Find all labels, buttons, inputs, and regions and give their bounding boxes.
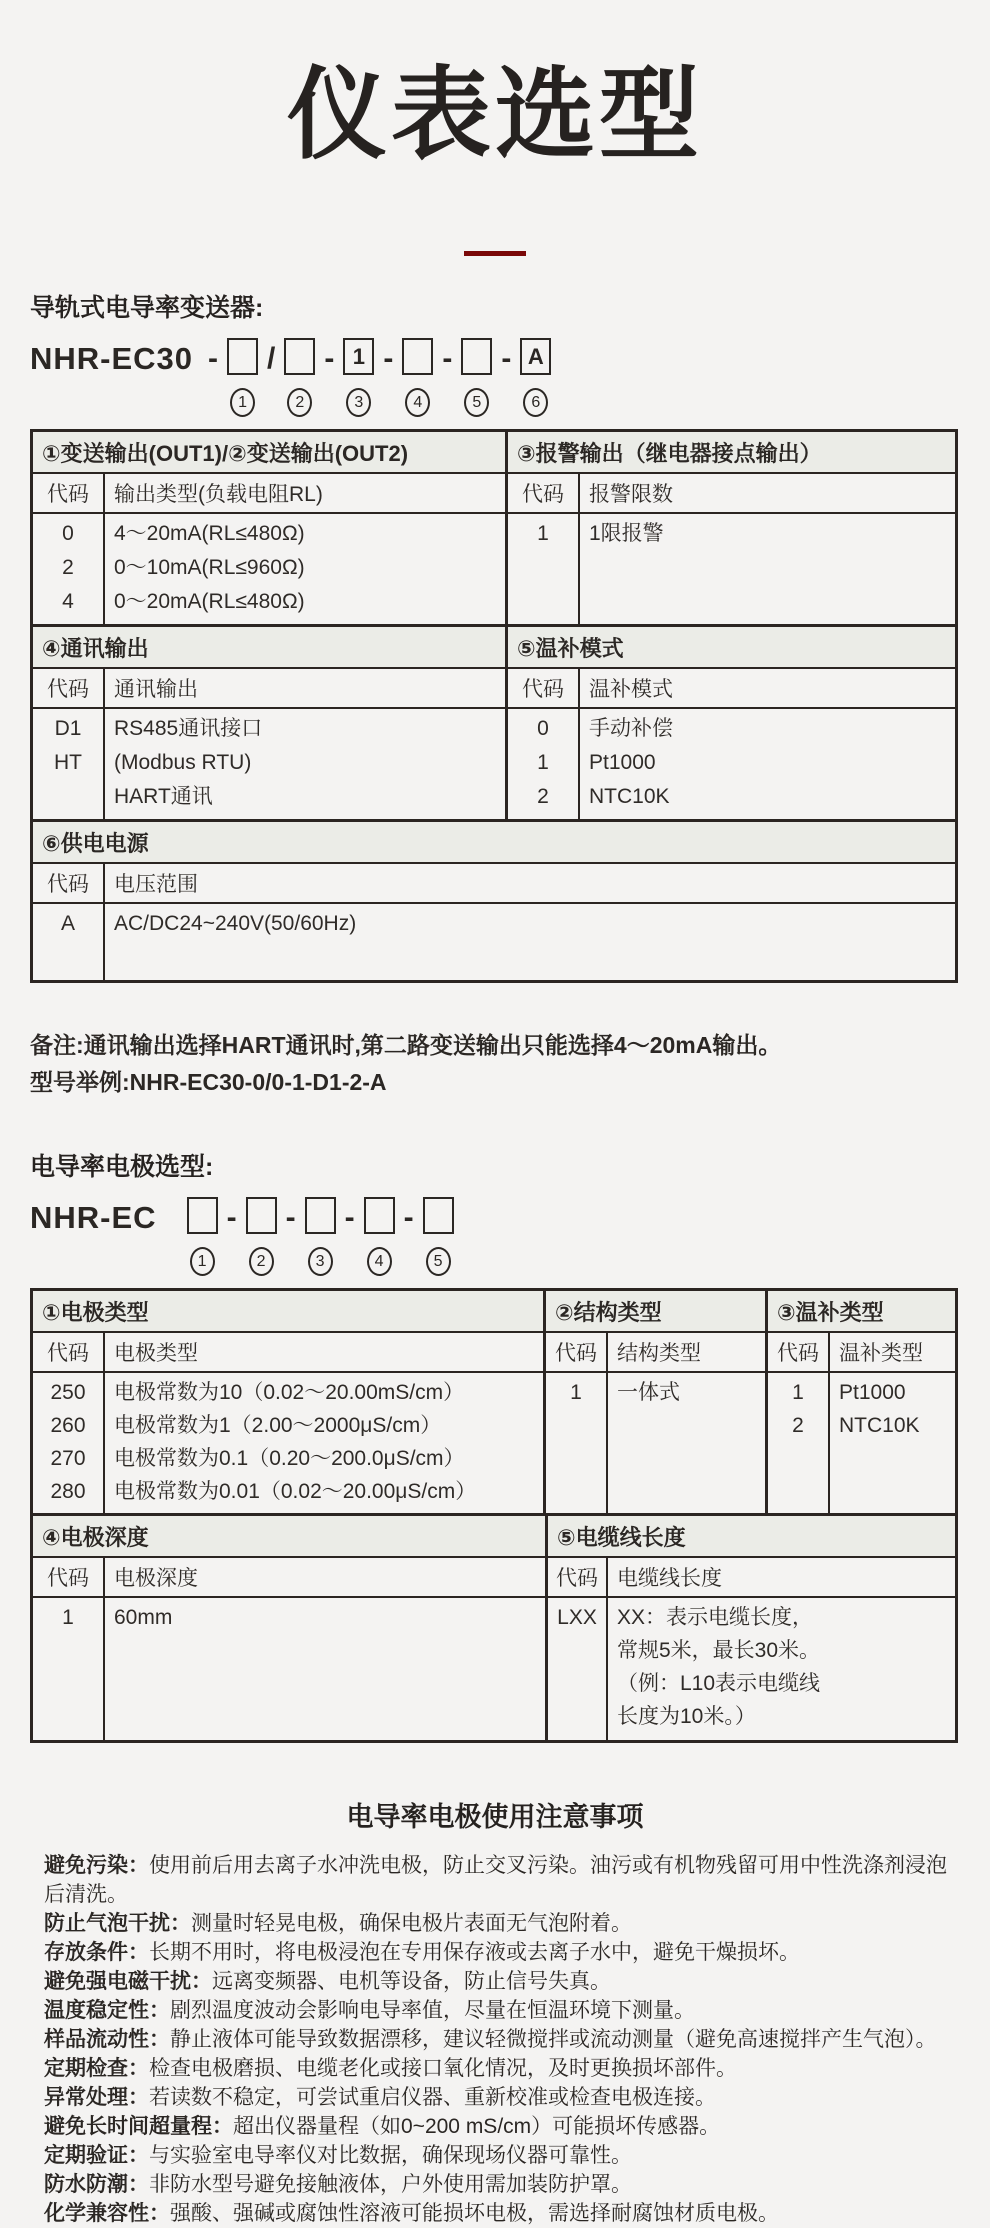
section-title: ④电极深度 xyxy=(33,1516,545,1558)
section-body xyxy=(508,709,955,819)
circled-number: 4 xyxy=(405,388,430,417)
section-title: ③温补类型 xyxy=(768,1291,955,1333)
section-title: ⑤温补模式 xyxy=(508,627,955,669)
section-subheader xyxy=(768,1333,955,1373)
precaution-text: 与实验室电导率仪对比数据，确保现场仪器可靠性。 xyxy=(149,2144,632,2167)
model-separator: - xyxy=(344,1201,355,1234)
code-column xyxy=(508,709,580,819)
section-subheader xyxy=(546,1333,765,1373)
section-title: ②结构类型 xyxy=(546,1291,765,1333)
model-separator: - xyxy=(324,342,335,375)
section-subheader xyxy=(548,1558,955,1598)
value-column xyxy=(105,1373,543,1513)
transmitter-spec-table xyxy=(30,429,958,983)
circled-number: 3 xyxy=(346,388,371,417)
precaution-item xyxy=(44,2054,952,2083)
precaution-label: 防止气泡干扰： xyxy=(44,1912,191,1935)
precaution-item xyxy=(44,1996,952,2025)
model-slot-5 xyxy=(423,1197,454,1276)
precaution-text: 测量时轻晃电极，确保电极片表面无气泡附着。 xyxy=(191,1912,632,1935)
model-separator: - xyxy=(501,342,512,375)
precaution-text: 强酸、强碱或腐蚀性溶液可能损坏电极，需选择耐腐蚀材质电极。 xyxy=(170,2202,779,2225)
label-header-cell: 报警限数 xyxy=(589,483,673,506)
value-cell: 1限报警 xyxy=(589,522,664,545)
section-subheader xyxy=(33,1333,543,1373)
value-column xyxy=(580,709,955,819)
section-subheader xyxy=(33,474,505,514)
electrode-model-code xyxy=(30,1197,990,1276)
value-cell: 0～20mA(RL≤480Ω) xyxy=(114,590,305,613)
code-header-cell: 代码 xyxy=(548,1558,608,1596)
model-example-line: 型号举例:NHR-EC30-0/0-1-D1-2-A xyxy=(30,1069,387,1095)
circled-number: 1 xyxy=(230,388,255,417)
code-cell: 4 xyxy=(62,590,74,613)
code-header-cell: 代码 xyxy=(33,1558,105,1596)
value-cell: HART通讯 xyxy=(114,785,213,808)
circled-number: 5 xyxy=(426,1247,451,1276)
section-body xyxy=(33,904,955,980)
value-column xyxy=(105,1598,545,1740)
value-column xyxy=(105,709,505,819)
value-column xyxy=(105,514,505,624)
code-cell: 1 xyxy=(62,1606,74,1629)
precaution-item xyxy=(44,1938,952,1967)
value-column xyxy=(608,1598,955,1740)
page-title: 仪表选型 xyxy=(287,59,703,171)
value-cell: Pt1000 xyxy=(839,1381,906,1404)
code-header-cell: 代码 xyxy=(546,1333,608,1371)
code-column xyxy=(33,1373,105,1513)
code-cell: 0 xyxy=(62,522,74,545)
label-header-cell: 电压范围 xyxy=(114,873,198,896)
table-block-output xyxy=(33,432,955,624)
section-title: ④通讯输出 xyxy=(33,627,505,669)
precaution-label: 样品流动性： xyxy=(44,2028,170,2051)
label-header-cell: 通讯输出 xyxy=(114,678,198,701)
value-cell: NTC10K xyxy=(839,1414,920,1437)
precaution-label: 存放条件： xyxy=(44,1941,149,1964)
remark-line: 备注:通讯输出选择HART通讯时,第二路变送输出只能选择4～20mA输出。 xyxy=(30,1032,782,1058)
code-header-cell: 代码 xyxy=(768,1333,830,1371)
code-column xyxy=(33,514,105,624)
precaution-text: 超出仪器量程（如0~200 mS/cm）可能损坏传感器。 xyxy=(233,2115,721,2138)
code-cell: D1 xyxy=(54,717,82,740)
value-cell: 手动补偿 xyxy=(589,717,673,740)
value-cell: 电极常数为1（2.00～2000μS/cm） xyxy=(114,1414,442,1437)
label-header-cell: 输出类型(负载电阻RL) xyxy=(114,483,323,506)
model-box: A xyxy=(520,338,551,375)
table-block-electrode-type xyxy=(33,1291,955,1513)
precaution-item xyxy=(44,2025,952,2054)
model-box: 1 xyxy=(343,338,374,375)
code-column xyxy=(546,1373,608,1513)
code-column xyxy=(508,514,580,624)
value-column xyxy=(830,1373,955,1513)
section-body xyxy=(33,709,505,819)
code-cell: 1 xyxy=(537,522,549,545)
model-separator: - xyxy=(285,1201,296,1234)
precaution-text: 检查电极磨损、电缆老化或接口氧化情况，及时更换损坏部件。 xyxy=(149,2057,737,2080)
section-cable-length xyxy=(545,1516,955,1740)
label-header-cell: 温补类型 xyxy=(839,1342,923,1365)
model-box xyxy=(187,1197,218,1234)
precaution-text: 静止液体可能导致数据漂移，建议轻微搅拌或流动测量（避免高速搅拌产生气泡）。 xyxy=(170,2028,937,2051)
precautions-list xyxy=(44,1851,952,2228)
code-cell: 260 xyxy=(50,1414,86,1437)
section-comm-output xyxy=(33,627,505,819)
value-cell: 电极常数为10（0.02～20.00mS/cm） xyxy=(114,1381,465,1404)
precaution-label: 避免污染： xyxy=(44,1854,149,1877)
model-separator: / xyxy=(267,342,276,375)
precaution-label: 防水防潮： xyxy=(44,2173,149,2196)
model-slot-6 xyxy=(520,338,551,417)
precaution-label: 温度稳定性： xyxy=(44,1999,170,2022)
precaution-label: 异常处理： xyxy=(44,2086,149,2109)
value-cell: NTC10K xyxy=(589,785,670,808)
code-cell: 1 xyxy=(537,751,549,774)
precautions-title: 电导率电极使用注意事项 xyxy=(346,1802,644,1832)
model-slot-5 xyxy=(461,338,492,417)
circled-number: 6 xyxy=(523,388,548,417)
table-block-comm xyxy=(33,624,955,819)
code-column xyxy=(33,904,105,980)
model-separator: - xyxy=(442,342,453,375)
model-slot-1 xyxy=(227,338,258,417)
model-box xyxy=(305,1197,336,1234)
code-header-cell: 代码 xyxy=(508,474,580,512)
section-subheader xyxy=(33,864,955,904)
model-slot-2 xyxy=(284,338,315,417)
model-slot-2 xyxy=(246,1197,277,1276)
model-slot-3 xyxy=(305,1197,336,1276)
model-slot-1 xyxy=(187,1197,218,1276)
cable-length-line: （例：L10表示电缆线 xyxy=(617,1672,821,1695)
precaution-text: 远离变频器、电机等设备，防止信号失真。 xyxy=(212,1970,611,1993)
value-cell: 一体式 xyxy=(617,1381,680,1404)
code-header-cell: 代码 xyxy=(33,474,105,512)
electrode-spec-table xyxy=(30,1288,958,1743)
value-column xyxy=(608,1373,765,1513)
cable-length-line: XX：表示电缆长度， xyxy=(617,1606,814,1629)
model-box xyxy=(423,1197,454,1234)
code-header-cell: 代码 xyxy=(508,669,580,707)
code-column xyxy=(768,1373,830,1513)
precaution-text: 若读数不稳定，可尝试重启仪器、重新校准或检查电极连接。 xyxy=(149,2086,716,2109)
electrode-section-heading: 电导率电极选型: xyxy=(30,1153,214,1181)
value-cell: 0～10mA(RL≤960Ω) xyxy=(114,556,305,579)
model-box xyxy=(246,1197,277,1234)
value-column xyxy=(105,904,955,980)
precaution-item xyxy=(44,1909,952,1938)
code-header-cell: 代码 xyxy=(33,669,105,707)
code-cell: 1 xyxy=(792,1381,804,1404)
code-cell: 2 xyxy=(537,785,549,808)
circled-number: 4 xyxy=(367,1247,392,1276)
section-electrode-type xyxy=(33,1291,543,1513)
value-cell: 电极常数为0.01（0.02～20.00μS/cm） xyxy=(114,1480,477,1503)
cable-length-line: 常规5米，最长30米。 xyxy=(617,1639,821,1662)
section-title: ⑤电缆线长度 xyxy=(548,1516,955,1558)
model-prefix: NHR-EC30 xyxy=(30,341,194,376)
section-title: ③报警输出（继电器接点输出） xyxy=(508,432,955,474)
code-header-cell: 代码 xyxy=(33,864,105,902)
model-slot-4 xyxy=(364,1197,395,1276)
section-alarm-output xyxy=(505,432,955,624)
cable-length-line: 长度为10米。） xyxy=(617,1705,756,1728)
section-temp-comp-mode xyxy=(505,627,955,819)
model-separator: - xyxy=(383,342,394,375)
precaution-item xyxy=(44,1851,952,1909)
value-cell: AC/DC24~240V(50/60Hz) xyxy=(114,912,357,935)
section-subheader xyxy=(33,1558,545,1598)
value-cell: 电极常数为0.1（0.20～200.0μS/cm） xyxy=(114,1447,465,1470)
section-body xyxy=(548,1598,955,1740)
circled-number: 3 xyxy=(308,1247,333,1276)
code-cell: 270 xyxy=(50,1447,86,1470)
value-cell: (Modbus RTU) xyxy=(114,751,252,774)
value-cell: Pt1000 xyxy=(589,751,656,774)
section-body xyxy=(508,514,955,624)
table-block-depth-cable xyxy=(33,1513,955,1740)
section-subheader xyxy=(33,669,505,709)
value-column xyxy=(580,514,955,624)
circled-number: 2 xyxy=(249,1247,274,1276)
code-cell: 2 xyxy=(792,1414,804,1437)
model-separator: - xyxy=(226,1201,237,1234)
code-cell: A xyxy=(60,912,75,935)
model-box xyxy=(284,338,315,375)
red-divider xyxy=(464,251,526,256)
section-title: ⑥供电电源 xyxy=(33,822,955,864)
label-header-cell: 电缆线长度 xyxy=(617,1567,722,1590)
model-prefix: NHR-EC xyxy=(30,1200,157,1235)
model-box xyxy=(227,338,258,375)
label-header-cell: 电极类型 xyxy=(114,1342,198,1365)
precaution-item xyxy=(44,2112,952,2141)
value-cell: 4～20mA(RL≤480Ω) xyxy=(114,522,305,545)
precaution-item xyxy=(44,2170,952,2199)
remark-block xyxy=(30,1027,990,1101)
code-cell: 280 xyxy=(50,1480,86,1503)
section-electrode-depth xyxy=(33,1516,545,1740)
model-slot-4 xyxy=(402,338,433,417)
code-column xyxy=(33,1598,105,1740)
code-cell: 2 xyxy=(62,556,74,579)
circled-number: 2 xyxy=(287,388,312,417)
circled-number: 5 xyxy=(464,388,489,417)
table-block-power xyxy=(33,819,955,980)
value-cell: 60mm xyxy=(114,1606,173,1629)
section-power-supply xyxy=(33,822,955,980)
code-cell: HT xyxy=(54,751,82,774)
model-box xyxy=(364,1197,395,1234)
label-header-cell: 电极深度 xyxy=(114,1567,198,1590)
precaution-label: 定期检查： xyxy=(44,2057,149,2080)
section-subheader xyxy=(508,669,955,709)
code-column xyxy=(33,709,105,819)
section-body xyxy=(33,514,505,624)
model-slot-3 xyxy=(343,338,374,417)
label-header-cell: 结构类型 xyxy=(617,1342,701,1365)
value-cell: RS485通讯接口 xyxy=(114,717,263,740)
code-cell: 0 xyxy=(537,717,549,740)
precaution-text: 剧烈温度波动会影响电导率值，尽量在恒温环境下测量。 xyxy=(170,1999,695,2022)
precaution-item xyxy=(44,2083,952,2112)
precaution-item xyxy=(44,2141,952,2170)
model-separator: - xyxy=(208,342,219,375)
section-subheader xyxy=(508,474,955,514)
precaution-label: 避免长时间超量程： xyxy=(44,2115,233,2138)
section-body xyxy=(33,1598,545,1740)
label-header-cell: 温补模式 xyxy=(589,678,673,701)
transmitter-model-code xyxy=(30,338,990,417)
precaution-text: 非防水型号避免接触液体，户外使用需加装防护罩。 xyxy=(149,2173,632,2196)
section-structure-type xyxy=(543,1291,765,1513)
precaution-item xyxy=(44,2199,952,2228)
model-box xyxy=(402,338,433,375)
precaution-text: 使用前后用去离子水冲洗电极，防止交叉污染。油污或有机物残留可用中性洗涤剂浸泡后清洗。 xyxy=(44,1854,947,1906)
circled-number: 1 xyxy=(190,1247,215,1276)
code-cell: 1 xyxy=(570,1381,582,1404)
code-cell: LXX xyxy=(557,1606,597,1629)
section-title: ①电极类型 xyxy=(33,1291,543,1333)
precaution-label: 化学兼容性： xyxy=(44,2202,170,2225)
code-header-cell: 代码 xyxy=(33,1333,105,1371)
section-title: ①变送输出(OUT1)/②变送输出(OUT2) xyxy=(33,432,505,474)
precaution-label: 定期验证： xyxy=(44,2144,149,2167)
section-temp-comp-type xyxy=(765,1291,955,1513)
model-box xyxy=(461,338,492,375)
precaution-item xyxy=(44,1967,952,1996)
section-transmit-output xyxy=(33,432,505,624)
code-column xyxy=(548,1598,608,1740)
section-body xyxy=(33,1373,543,1513)
precaution-text: 长期不用时，将电极浸泡在专用保存液或去离子水中，避免干燥损坏。 xyxy=(149,1941,800,1964)
code-cell: 250 xyxy=(50,1381,86,1404)
transmitter-section-heading: 导轨式电导率变送器: xyxy=(30,294,264,322)
section-body xyxy=(546,1373,765,1513)
model-separator: - xyxy=(403,1201,414,1234)
section-body xyxy=(768,1373,955,1513)
precaution-label: 避免强电磁干扰： xyxy=(44,1970,212,1993)
